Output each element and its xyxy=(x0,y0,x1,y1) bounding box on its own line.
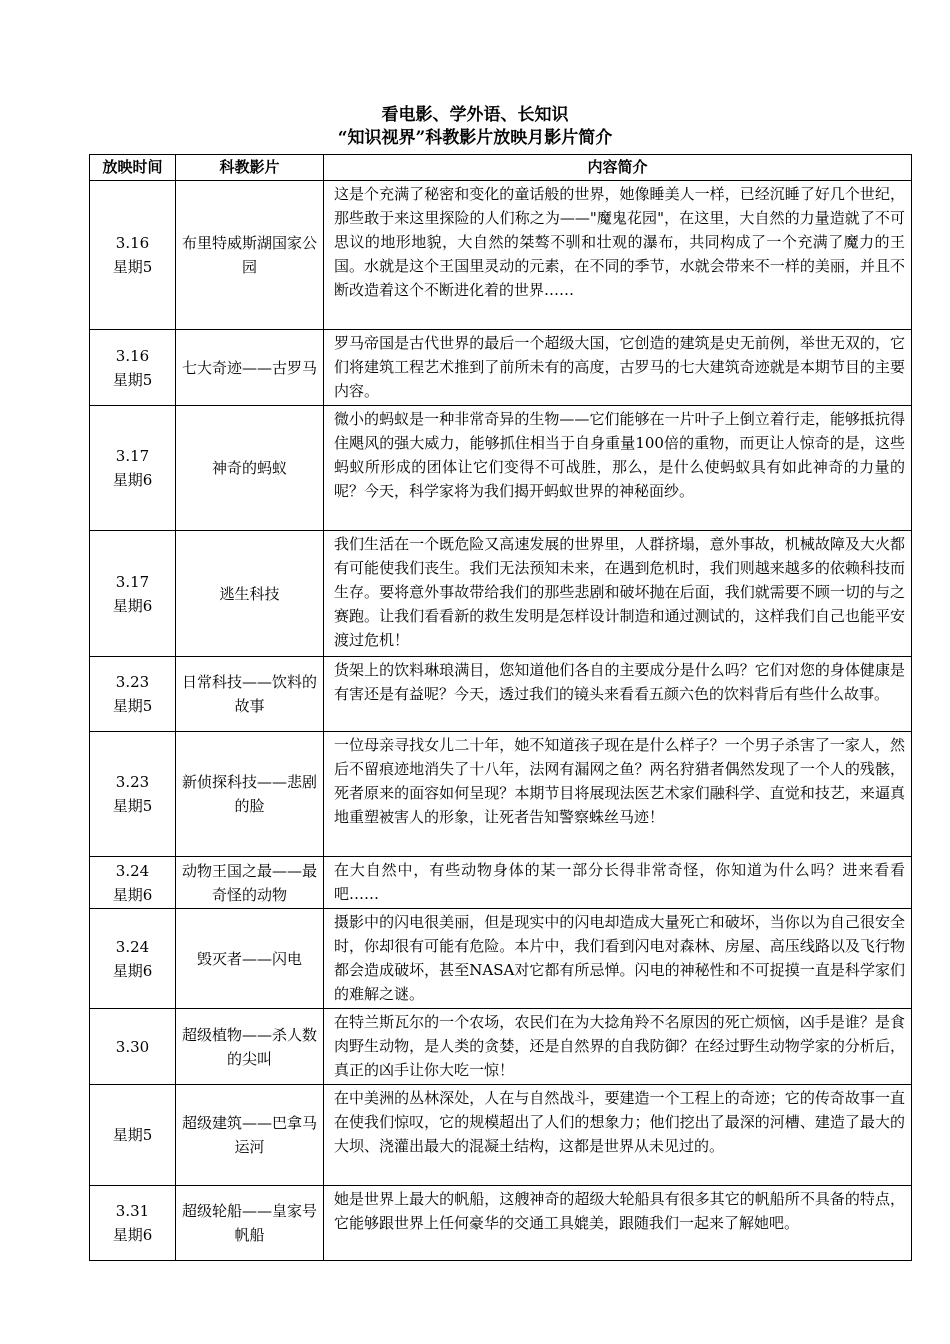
screening-date: 3.23 xyxy=(115,673,150,691)
film-description: 微小的蚂蚁是一种非常奇异的生物——它们能够在一片叶子上倒立着行走，能够抵抗得住飓风的强大威力，能够抓住相当于自身重量100倍的重物，而更让人惊奇的是，这些蚂蚁所形成的团体让它们变得不可战胜，那么，是什么使蚂蚁具有如此神奇的力量的呢？今天，科学家将为我们揭开蚂蚁世界的神秘面纱。 xyxy=(324,406,912,531)
screening-time xyxy=(90,1186,176,1261)
film-title: 布里特威斯湖国家公园 xyxy=(176,181,324,330)
screening-time xyxy=(90,330,176,406)
screening-date: 3.17 xyxy=(115,447,150,465)
film-description: 一位母亲寻找女儿二十年，她不知道孩子现在是什么样子？一个男子杀害了一家人，然后不留痕迹地消失了十八年，法网有漏网之鱼？两名狩猎者偶然发现了一个人的残骸，死者原来的面容如何呈现？本期节目将展现法医艺术家们融科学、直觉和技艺，来逼真地重塑被害人的形象，让死者告知警察蛛丝马迹！ xyxy=(324,732,912,857)
screening-time xyxy=(90,531,176,657)
screening-weekday: 星期5 xyxy=(112,697,153,715)
screening-date: 3.31 xyxy=(115,1202,150,1220)
screening-date: 3.17 xyxy=(115,572,150,591)
screening-date: 3.16 xyxy=(115,346,150,365)
table-row xyxy=(90,857,912,909)
film-title: 超级轮船——皇家号帆船 xyxy=(176,1186,324,1261)
screening-date: 3.24 xyxy=(115,937,150,956)
table-row xyxy=(90,1085,912,1186)
table-row xyxy=(90,330,912,406)
film-description: 在大自然中，有些动物身体的某一部分长得非常奇怪，你知道为什么吗？进来看看吧…… xyxy=(324,857,912,909)
table-row xyxy=(90,1009,912,1085)
table-header-row xyxy=(90,155,912,181)
film-description: 货架上的饮料琳琅满目，您知道他们各自的主要成分是什么吗？它们对您的身体健康是有害还是有益呢？今天，透过我们的镜头来看看五颜六色的饮料背后有些什么故事。 xyxy=(324,657,912,732)
screening-time xyxy=(90,406,176,531)
header-film: 科教影片 xyxy=(176,155,324,181)
screening-weekday: 星期6 xyxy=(112,885,153,904)
film-title: 七大奇迹——古罗马 xyxy=(176,330,324,406)
screening-time xyxy=(90,657,176,732)
table-row xyxy=(90,406,912,531)
screening-time xyxy=(90,857,176,909)
table-row xyxy=(90,181,912,330)
table-row xyxy=(90,909,912,1009)
screening-time xyxy=(90,1009,176,1085)
table-row xyxy=(90,531,912,657)
screening-date: 3.30 xyxy=(115,1037,150,1056)
screening-weekday: 星期6 xyxy=(112,596,153,615)
film-title: 神奇的蚂蚁 xyxy=(176,406,324,531)
header-desc: 内容简介 xyxy=(324,155,912,181)
screening-weekday: 星期6 xyxy=(112,1226,153,1244)
screening-time xyxy=(90,732,176,857)
screening-weekday: 星期5 xyxy=(112,797,153,815)
film-title: 毁灭者——闪电 xyxy=(176,909,324,1009)
film-description: 在特兰斯瓦尔的一个农场，农民们在为大捻角羚不名原因的死亡烦恼，凶手是谁？是食肉野生动物，是人类的贪婪，还是自然界的自我防御？在经过野生动物学家的分析后，真正的凶手让你大吃一惊！ xyxy=(324,1009,912,1085)
screening-date: 3.23 xyxy=(115,773,150,791)
film-title: 日常科技——饮料的故事 xyxy=(176,657,324,732)
film-description: 她是世界上最大的帆船，这艘神奇的超级大轮船具有很多其它的帆船所不具备的特点，它能够跟世界上任何豪华的交通工具媲美，跟随我们一起来了解她吧。 xyxy=(324,1186,912,1261)
film-title: 超级植物——杀人数的尖叫 xyxy=(176,1009,324,1085)
screening-weekday: 星期5 xyxy=(112,1126,153,1144)
film-title: 逃生科技 xyxy=(176,531,324,657)
screening-weekday: 星期6 xyxy=(112,471,153,489)
film-title: 动物王国之最——最奇怪的动物 xyxy=(176,857,324,909)
table-row xyxy=(90,732,912,857)
screening-date: 3.24 xyxy=(115,861,150,880)
page-subtitle: “知识视界”科教影片放映月影片简介 xyxy=(337,128,613,148)
screening-weekday: 星期5 xyxy=(112,258,153,276)
table-row xyxy=(90,657,912,732)
screening-date: 3.16 xyxy=(115,234,150,252)
film-description: 我们生活在一个既危险又高速发展的世界里，人群挤塌，意外事故，机械故障及大火都有可能使我们丧生。我们无法预知未来，在遇到危机时，我们则越来越多的依赖科技而生存。要将意外事故带给我们的那些悲剧和破坏抛在后面，我们就需要不顾一切的与之赛跑。让我们看看新的救生发明是怎样设计制造和通过测试的，这样我们自己也能平安渡过危机！ xyxy=(324,531,912,657)
page-title: 看电影、学外语、长知识 xyxy=(381,105,569,125)
film-description: 摄影中的闪电很美丽，但是现实中的闪电却造成大量死亡和破坏，当你以为自己很安全时，你却很有可能有危险。本片中，我们看到闪电对森林、房屋、高压线路以及飞行物都会造成破坏，甚至NASA对它都有所忌惮。闪电的神秘性和不可捉摸一直是科学家们的难解之谜。 xyxy=(324,909,912,1009)
film-description: 这是个充满了秘密和变化的童话般的世界，她像睡美人一样，已经沉睡了好几个世纪，那些敢于来这里探险的人们称之为——"魔鬼花园"，在这里，大自然的力量造就了不可思议的地形地貌，大自然的桀骜不驯和壮观的瀑布，共同构成了一个充满了魔力的王国。水就是这个王国里灵动的元素，在不同的季节，水就会带来不一样的美丽，并且不断改造着这个不断进化着的世界…… xyxy=(324,181,912,330)
screening-time xyxy=(90,1085,176,1186)
film-title: 超级建筑——巴拿马运河 xyxy=(176,1085,324,1186)
screening-time xyxy=(90,909,176,1009)
screening-weekday: 星期5 xyxy=(112,370,153,389)
screening-weekday: 星期6 xyxy=(112,961,153,980)
table-row xyxy=(90,1186,912,1261)
header-time: 放映时间 xyxy=(90,155,176,181)
film-schedule-table xyxy=(89,154,912,1261)
film-title: 新侦探科技——悲剧的脸 xyxy=(176,732,324,857)
film-description: 罗马帝国是古代世界的最后一个超级大国，它创造的建筑是史无前例，举世无双的，它们将建筑工程艺术推到了前所未有的高度，古罗马的七大建筑奇迹就是本期节目的主要内容。 xyxy=(324,330,912,406)
screening-time xyxy=(90,181,176,330)
film-description: 在中美洲的丛林深处，人在与自然战斗，要建造一个工程上的奇迹；它的传奇故事一直在使我们惊叹，它的规模超出了人们的想象力；他们挖出了最深的河槽、建造了最大的大坝、浇灌出最大的混凝土结构，这都是世界从未见过的。 xyxy=(324,1085,912,1186)
